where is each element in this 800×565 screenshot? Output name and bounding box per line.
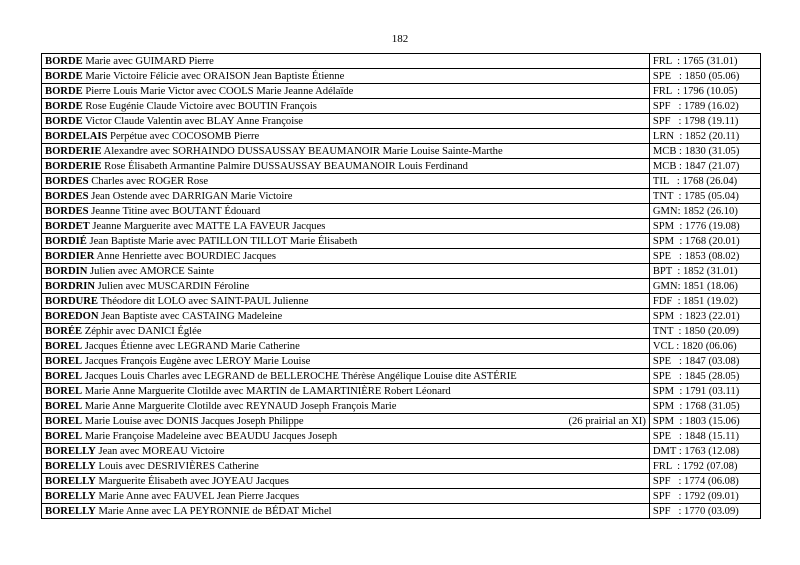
table-row <box>42 234 761 249</box>
parish-date-cell: MCB : 1847 (21.07) <box>649 159 760 174</box>
table-row <box>42 249 761 264</box>
surname: BORDE <box>45 55 83 67</box>
parish-date-cell: SPE : 1848 (15.11) <box>649 429 760 444</box>
parish-date-cell: DMT : 1763 (12.08) <box>649 444 760 459</box>
parish-date-cell: SPF : 1792 (09.01) <box>649 489 760 504</box>
surname: BOREDON <box>45 310 99 322</box>
table-row <box>42 219 761 234</box>
surname: BORDERIE <box>45 160 102 172</box>
spouse-details: Jacques François Eugène avec LEROY Marie Louise <box>82 355 311 367</box>
entry-cell <box>42 294 650 309</box>
parish-date-cell: MCB : 1830 (31.05) <box>649 144 760 159</box>
entry-cell <box>42 204 650 219</box>
entry-cell <box>42 144 650 159</box>
entry-cell <box>42 279 650 294</box>
table-row <box>42 129 761 144</box>
entry-cell <box>42 174 650 189</box>
entry-cell <box>42 429 650 444</box>
surname: BORELLY <box>45 505 96 517</box>
spouse-details: Marie Françoise Madeleine avec BEAUDU Jacques Joseph <box>82 430 338 442</box>
spouse-details: Théodore dit LOLO avec SAINT-PAUL Julienne <box>97 295 309 307</box>
entry-cell <box>42 489 650 504</box>
table-row <box>42 69 761 84</box>
spouse-details: Jean Ostende avec DARRIGAN Marie Victoire <box>88 190 293 202</box>
spouse-details: Zéphir avec DANICI Églée <box>82 325 202 337</box>
spouse-details: Jeanne Marguerite avec MATTE LA FAVEUR Jacques <box>89 220 326 232</box>
surname: BORDERIE <box>45 145 102 157</box>
table-row <box>42 429 761 444</box>
table-row <box>42 354 761 369</box>
surname: BOREL <box>45 370 83 382</box>
table-row <box>42 174 761 189</box>
spouse-details: Pierre Louis Marie Victor avec COOLS Marie Jeanne Adélaïde <box>82 85 354 97</box>
page-number: 182 <box>391 33 409 45</box>
table-row <box>42 414 761 429</box>
table-row <box>42 54 761 69</box>
table-row <box>42 444 761 459</box>
spouse-details: Jeanne Titine avec BOUTANT Édouard <box>88 205 261 217</box>
surname: BORDIÉ <box>45 235 87 247</box>
entry-cell <box>42 309 650 324</box>
table-row <box>42 294 761 309</box>
table-row <box>42 279 761 294</box>
parish-date-cell: SPE : 1853 (08.02) <box>649 249 760 264</box>
entry-cell <box>42 459 650 474</box>
spouse-details: Anne Henriette avec BOURDIEC Jacques <box>94 250 276 262</box>
spouse-details: Jean Baptiste Marie avec PATILLON TILLOT Marie Élisabeth <box>86 235 358 247</box>
entry-cell <box>42 129 650 144</box>
entry-cell <box>42 189 650 204</box>
spouse-details: Marie Anne Marguerite Clotilde avec MARTIN de LAMARTINIÈRE Robert Léonard <box>82 385 451 397</box>
surname: BOREL <box>45 430 83 442</box>
parish-date-cell: SPF : 1789 (16.02) <box>649 99 760 114</box>
spouse-details: Julien avec MUSCARDIN Féroline <box>95 280 250 292</box>
surname: BORÉE <box>45 325 83 337</box>
spouse-details: Rose Élisabeth Armantine Palmire DUSSAUSSAY BEAUMANOIR Louis Ferdinand <box>101 160 468 172</box>
spouse-details: Jacques Louis Charles avec LEGRAND de BELLEROCHE Thérèse Angélique Louise dite ASTÉRIE <box>82 370 517 382</box>
spouse-details: Louis avec DESRIVIÈRES Catherine <box>95 460 259 472</box>
table-row <box>42 339 761 354</box>
table-row <box>42 474 761 489</box>
parish-date-cell: TNT : 1785 (05.04) <box>649 189 760 204</box>
parish-date-cell: SPE : 1850 (05.06) <box>649 69 760 84</box>
surname: BORDES <box>45 175 89 187</box>
parish-date-cell: FRL : 1765 (31.01) <box>649 54 760 69</box>
parish-date-cell: SPM : 1791 (03.11) <box>649 384 760 399</box>
entry-cell <box>42 84 650 99</box>
parish-date-cell: SPM : 1768 (31.05) <box>649 399 760 414</box>
spouse-details: Marie avec GUIMARD Pierre <box>82 55 214 67</box>
parish-date-cell: FRL : 1796 (10.05) <box>649 84 760 99</box>
table-row <box>42 324 761 339</box>
entry-cell <box>42 249 650 264</box>
parish-date-cell: VCL : 1820 (06.06) <box>649 339 760 354</box>
register-rows <box>42 54 761 519</box>
entry-cell <box>42 339 650 354</box>
spouse-details: Alexandre avec SORHAINDO DUSSAUSSAY BEAUMANOIR Marie Louise Sainte-Marthe <box>101 145 503 157</box>
parish-date-cell: SPM : 1823 (22.01) <box>649 309 760 324</box>
entry-cell <box>42 369 650 384</box>
entry-cell <box>42 234 650 249</box>
table-row <box>42 399 761 414</box>
parish-date-cell: LRN : 1852 (20.11) <box>649 129 760 144</box>
surname: BORDES <box>45 190 89 202</box>
spouse-details: Marguerite Élisabeth avec JOYEAU Jacques <box>95 475 289 487</box>
entry-cell <box>42 444 650 459</box>
parish-date-cell: SPM : 1803 (15.06) <box>649 414 760 429</box>
entry-cell <box>42 474 650 489</box>
table-row <box>42 204 761 219</box>
surname: BORDE <box>45 85 83 97</box>
surname: BORDE <box>45 70 83 82</box>
spouse-details: Julien avec AMORCE Sainte <box>87 265 214 277</box>
parish-date-cell: GMN: 1851 (18.06) <box>649 279 760 294</box>
spouse-details: Marie Louise avec DONIS Jacques Joseph Philippe <box>82 415 304 427</box>
spouse-details: Charles avec ROGER Rose <box>88 175 209 187</box>
table-row <box>42 144 761 159</box>
entry-cell <box>42 399 650 414</box>
surname: BORELLY <box>45 445 96 457</box>
parish-date-cell: GMN: 1852 (26.10) <box>649 204 760 219</box>
parish-date-cell: SPF : 1774 (06.08) <box>649 474 760 489</box>
entry-cell <box>42 54 650 69</box>
entry-cell <box>42 384 650 399</box>
table-row <box>42 99 761 114</box>
spouse-details: Marie Anne avec FAUVEL Jean Pierre Jacques <box>95 490 300 502</box>
table-row <box>42 369 761 384</box>
spouse-details: Perpétue avec COCOSOMB Pierre <box>107 130 260 142</box>
marriage-register-table <box>41 53 761 519</box>
surname: BORDE <box>45 100 83 112</box>
entry-cell <box>42 264 650 279</box>
table-row <box>42 504 761 519</box>
surname: BORDIN <box>45 265 88 277</box>
spouse-details: Jean Baptiste avec CASTAING Madeleine <box>98 310 283 322</box>
surname: BOREL <box>45 355 83 367</box>
table-row <box>42 159 761 174</box>
surname: BORELLY <box>45 460 96 472</box>
spouse-details: Marie Victoire Félicie avec ORAISON Jean Baptiste Étienne <box>82 70 345 82</box>
entry-cell <box>42 114 650 129</box>
entry-cell <box>42 159 650 174</box>
entry-cell <box>42 354 650 369</box>
table-row <box>42 114 761 129</box>
table-row <box>42 489 761 504</box>
parish-date-cell: FRL : 1792 (07.08) <box>649 459 760 474</box>
table-row <box>42 384 761 399</box>
table-row <box>42 189 761 204</box>
parish-date-cell: SPE : 1847 (03.08) <box>649 354 760 369</box>
entry-cell <box>42 504 650 519</box>
surname: BORDES <box>45 205 89 217</box>
parish-date-cell: BPT : 1852 (31.01) <box>649 264 760 279</box>
spouse-details: Jean avec MOREAU Victoire <box>95 445 225 457</box>
table-row <box>42 459 761 474</box>
date-note: (26 prairial an XI) <box>568 415 646 427</box>
parish-date-cell: TIL : 1768 (26.04) <box>649 174 760 189</box>
surname: BORDELAIS <box>45 130 108 142</box>
parish-date-cell: SPM : 1768 (20.01) <box>649 234 760 249</box>
surname: BORELLY <box>45 475 96 487</box>
spouse-details: Marie Anne avec LA PEYRONNIE de BÉDAT Michel <box>95 505 332 517</box>
parish-date-cell: SPF : 1798 (19.11) <box>649 114 760 129</box>
parish-date-cell: SPF : 1770 (03.09) <box>649 504 760 519</box>
parish-date-cell: FDF : 1851 (19.02) <box>649 294 760 309</box>
spouse-details: Rose Eugénie Claude Victoire avec BOUTIN François <box>82 100 317 112</box>
spouse-details: Jacques Étienne avec LEGRAND Marie Catherine <box>82 340 300 352</box>
parish-date-cell: SPE : 1845 (28.05) <box>649 369 760 384</box>
surname: BOREL <box>45 340 83 352</box>
surname: BOREL <box>45 385 83 397</box>
table-row <box>42 264 761 279</box>
surname: BORDE <box>45 115 83 127</box>
surname: BORDET <box>45 220 90 232</box>
entry-cell <box>42 99 650 114</box>
surname: BORDRIN <box>45 280 96 292</box>
table-row <box>42 309 761 324</box>
spouse-details: Victor Claude Valentin avec BLAY Anne Françoise <box>82 115 304 127</box>
surname: BOREL <box>45 400 83 412</box>
entry-cell <box>42 324 650 339</box>
entry-cell <box>42 414 650 429</box>
surname: BORELLY <box>45 490 96 502</box>
entry-cell <box>42 219 650 234</box>
parish-date-cell: TNT : 1850 (20.09) <box>649 324 760 339</box>
surname: BOREL <box>45 415 83 427</box>
surname: BORDIER <box>45 250 95 262</box>
entry-cell <box>42 69 650 84</box>
surname: BORDURE <box>45 295 98 307</box>
parish-date-cell: SPM : 1776 (19.08) <box>649 219 760 234</box>
table-row <box>42 84 761 99</box>
spouse-details: Marie Anne Marguerite Clotilde avec REYNAUD Joseph François Marie <box>82 400 397 412</box>
